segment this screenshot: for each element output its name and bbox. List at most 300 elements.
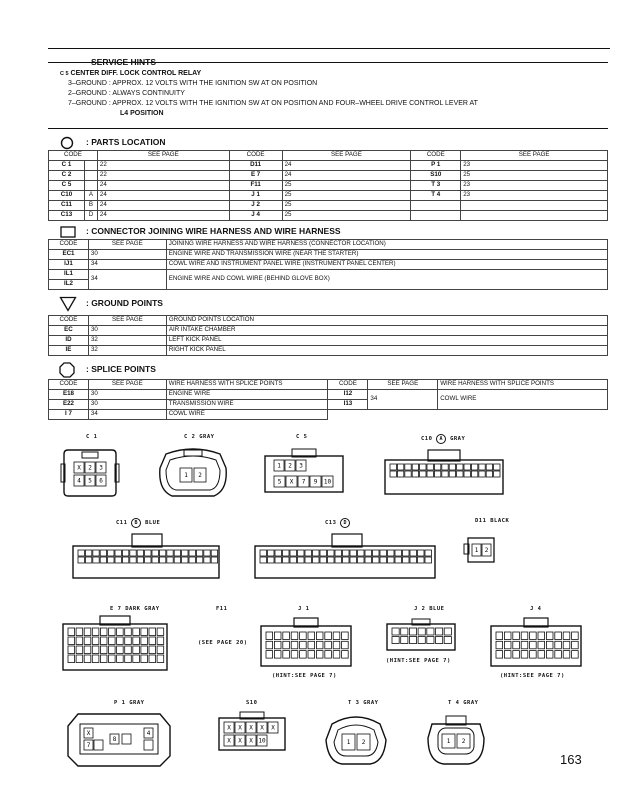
pin-cell bbox=[444, 637, 451, 644]
pin-cell bbox=[84, 646, 91, 654]
pin-cell bbox=[427, 628, 434, 635]
pin-cell bbox=[149, 637, 156, 645]
pin-cell bbox=[316, 651, 323, 659]
j2-caption: J 2 BLUE bbox=[414, 606, 445, 612]
pin-cell bbox=[572, 651, 579, 659]
f11-caption: F11 bbox=[216, 606, 228, 612]
pin-cell bbox=[457, 471, 463, 477]
pin-label: 1 bbox=[346, 739, 351, 747]
pin-cell bbox=[513, 651, 520, 659]
pin-cell bbox=[211, 550, 217, 556]
page-cell: 22 bbox=[97, 161, 229, 171]
hint-line-4: L4 POSITION bbox=[120, 110, 164, 117]
pin-label: 5 bbox=[277, 478, 282, 486]
pin-cell bbox=[100, 557, 106, 563]
letter-cell bbox=[84, 161, 97, 171]
j1-connector bbox=[258, 616, 354, 670]
p1-caption: P 1 GRAY bbox=[114, 700, 145, 706]
pin-cell bbox=[325, 641, 332, 649]
cj-desc: COWL WIRE AND INSTRUMENT PANEL WIRE (INSTRUMENT PANEL CENTER) bbox=[166, 260, 607, 270]
pin-label: 2 bbox=[88, 464, 92, 472]
pin-cell bbox=[513, 632, 520, 640]
j1-caption: J 1 bbox=[298, 606, 310, 612]
pin-cell bbox=[397, 471, 403, 477]
sp-desc: TRANSMISSION WIRE bbox=[166, 400, 328, 410]
c11-badge: B bbox=[131, 518, 141, 528]
pin-cell bbox=[68, 637, 75, 645]
c2-caption: C 2 GRAY bbox=[184, 434, 215, 440]
pin-label: 1 bbox=[277, 462, 281, 470]
pin-cell bbox=[365, 550, 372, 556]
pin-cell bbox=[530, 632, 537, 640]
pin-cell bbox=[260, 550, 267, 556]
pin-label: 2 bbox=[361, 739, 366, 747]
pin-cell bbox=[316, 641, 323, 649]
sp-desc: ENGINE WIRE bbox=[166, 390, 328, 400]
code-cell: D11 bbox=[229, 161, 282, 171]
pin-cell bbox=[68, 655, 75, 663]
pin-cell bbox=[76, 628, 83, 636]
pin-label: X bbox=[227, 737, 231, 745]
pin-cell bbox=[333, 632, 340, 640]
pin-cell bbox=[358, 557, 365, 563]
pin-label: 7 bbox=[86, 742, 91, 750]
pin-cell bbox=[122, 734, 131, 744]
pin-cell bbox=[373, 550, 380, 556]
cj-page: 34 bbox=[88, 270, 166, 290]
pin-cell bbox=[68, 628, 75, 636]
page-cell: 22 bbox=[97, 171, 229, 181]
pin-cell bbox=[412, 464, 418, 470]
pin-cell bbox=[464, 464, 470, 470]
relay-name: CENTER DIFF. LOCK CONTROL RELAY bbox=[70, 70, 202, 77]
page-cell: 23 bbox=[461, 181, 608, 191]
pin-cell bbox=[189, 557, 195, 563]
cj-code: IL1 bbox=[49, 270, 89, 280]
pin-cell bbox=[92, 646, 99, 654]
pin-cell bbox=[274, 651, 281, 659]
j4-caption: J 4 bbox=[530, 606, 542, 612]
d11-caption: D11 BLACK bbox=[475, 518, 510, 524]
j4-connector bbox=[488, 616, 584, 670]
pin-cell bbox=[572, 632, 579, 640]
pin-label: X bbox=[238, 724, 242, 732]
parts-location-title: : PARTS LOCATION bbox=[86, 137, 166, 147]
pin-label: 7 bbox=[301, 478, 306, 486]
pin-cell bbox=[401, 628, 408, 635]
s10-connector bbox=[216, 710, 288, 754]
pin-cell bbox=[298, 557, 305, 563]
pin-cell bbox=[308, 641, 315, 649]
t3-caption: T 3 GRAY bbox=[348, 700, 379, 706]
pin-cell bbox=[157, 637, 164, 645]
pin-cell bbox=[94, 740, 103, 750]
table-row bbox=[49, 326, 608, 336]
page-cell: 25 bbox=[282, 191, 411, 201]
pin-cell bbox=[546, 641, 553, 649]
pin-cell bbox=[204, 550, 210, 556]
pin-label: 6 bbox=[99, 477, 103, 485]
pin-cell bbox=[117, 628, 124, 636]
hint-line-2: 2–GROUND : ALWAYS CONTINUITY bbox=[68, 90, 185, 97]
c1-connector bbox=[60, 446, 120, 500]
pin-cell bbox=[373, 557, 380, 563]
c10-caption bbox=[421, 434, 465, 444]
pin-label: 2 bbox=[198, 472, 202, 480]
pin-cell bbox=[109, 637, 116, 645]
pin-cell bbox=[283, 632, 290, 640]
pin-cell bbox=[159, 557, 165, 563]
sp-page: 34 bbox=[88, 410, 166, 420]
pin-cell bbox=[390, 471, 396, 477]
pin-cell bbox=[546, 632, 553, 640]
c5-caption: C 5 bbox=[296, 434, 308, 440]
pin-cell bbox=[316, 632, 323, 640]
letter-cell bbox=[84, 171, 97, 181]
pin-cell bbox=[157, 655, 164, 663]
pin-cell bbox=[211, 557, 217, 563]
pin-cell bbox=[308, 651, 315, 659]
pin-cell bbox=[418, 637, 425, 644]
sp-page: 30 bbox=[88, 390, 166, 400]
pin-cell bbox=[141, 637, 148, 645]
pin-cell bbox=[358, 550, 365, 556]
table-row bbox=[49, 336, 608, 346]
cj-code: IL2 bbox=[49, 280, 89, 290]
f11-note: (SEE PAGE 20) bbox=[198, 640, 248, 646]
letter-cell: D bbox=[84, 211, 97, 221]
pin-cell bbox=[93, 557, 99, 563]
pin-cell bbox=[274, 632, 281, 640]
pin-cell bbox=[283, 550, 290, 556]
code-cell: S10 bbox=[411, 171, 461, 181]
table-row bbox=[49, 211, 608, 221]
pin-cell bbox=[100, 637, 107, 645]
pin-cell bbox=[434, 471, 440, 477]
sp-header-page-2: SEE PAGE bbox=[368, 380, 438, 390]
pin-cell bbox=[109, 655, 116, 663]
page-cell bbox=[461, 211, 608, 221]
pin-cell bbox=[350, 550, 357, 556]
pin-cell bbox=[78, 550, 84, 556]
pin-cell bbox=[530, 641, 537, 649]
gp-header-code: CODE bbox=[49, 316, 89, 326]
connector-joining-table bbox=[48, 239, 608, 290]
pin-cell bbox=[100, 646, 107, 654]
ground-points-rows bbox=[49, 326, 608, 356]
pin-cell bbox=[117, 646, 124, 654]
page-cell: 23 bbox=[461, 191, 608, 201]
pin-cell bbox=[486, 471, 492, 477]
pin-cell bbox=[100, 628, 107, 636]
ground-points-title: : GROUND POINTS bbox=[86, 298, 163, 308]
table-row bbox=[49, 250, 608, 260]
pin-label: X bbox=[86, 730, 91, 738]
c10-connector bbox=[382, 446, 506, 498]
code-cell: C 5 bbox=[49, 181, 85, 191]
c11-color: BLUE bbox=[145, 520, 161, 526]
pin-cell bbox=[555, 632, 562, 640]
pin-cell bbox=[388, 557, 395, 563]
pin-cell bbox=[305, 557, 312, 563]
t4-caption: T 4 GRAY bbox=[448, 700, 479, 706]
pin-cell bbox=[275, 557, 282, 563]
pin-label: 1 bbox=[184, 472, 188, 480]
pin-cell bbox=[504, 632, 511, 640]
pin-cell bbox=[420, 464, 426, 470]
pin-label: X bbox=[271, 724, 275, 732]
rectangle-icon bbox=[60, 226, 76, 238]
pin-cell bbox=[125, 655, 132, 663]
pin-cell bbox=[141, 655, 148, 663]
letter-cell: B bbox=[84, 201, 97, 211]
table-row bbox=[49, 181, 608, 191]
pin-cell bbox=[412, 471, 418, 477]
pin-cell bbox=[403, 557, 410, 563]
pin-cell bbox=[149, 655, 156, 663]
pin-cell bbox=[92, 637, 99, 645]
pin-cell bbox=[133, 646, 140, 654]
pin-cell bbox=[380, 557, 387, 563]
pin-cell bbox=[145, 550, 151, 556]
c13-badge: D bbox=[340, 518, 350, 528]
pin-cell bbox=[328, 550, 335, 556]
pin-cell bbox=[174, 550, 180, 556]
c13-caption bbox=[325, 518, 350, 528]
pin-cell bbox=[108, 557, 114, 563]
table-row bbox=[49, 171, 608, 181]
pin-cell bbox=[152, 550, 158, 556]
cj-header-code: CODE bbox=[49, 240, 89, 250]
pin-cell bbox=[291, 641, 298, 649]
sp-code: I 7 bbox=[49, 410, 89, 420]
c13-code: C13 bbox=[325, 520, 337, 526]
sp-code: E18 bbox=[49, 390, 89, 400]
pin-label: 1 bbox=[474, 547, 479, 555]
pin-label: X bbox=[77, 464, 81, 472]
pin-cell bbox=[196, 550, 202, 556]
pin-cell bbox=[144, 740, 153, 750]
page-cell: 30 bbox=[88, 326, 166, 336]
pin-cell bbox=[333, 651, 340, 659]
pin-cell bbox=[401, 637, 408, 644]
pin-cell bbox=[290, 550, 297, 556]
pin-cell bbox=[290, 557, 297, 563]
pin-cell bbox=[395, 557, 402, 563]
c11-code: C11 bbox=[116, 520, 128, 526]
pin-cell bbox=[115, 557, 121, 563]
desc-cell: LEFT KICK PANEL bbox=[166, 336, 607, 346]
e7-caption: E 7 DARK GRAY bbox=[110, 606, 160, 612]
pin-cell bbox=[100, 550, 106, 556]
col-header-code-1: CODE bbox=[49, 151, 98, 161]
sp-code: E22 bbox=[49, 400, 89, 410]
pin-cell bbox=[494, 471, 500, 477]
pin-cell bbox=[182, 550, 188, 556]
hexagon-icon bbox=[59, 362, 75, 378]
col-header-page-2: SEE PAGE bbox=[282, 151, 411, 161]
pin-cell bbox=[108, 550, 114, 556]
c10-code: C10 bbox=[421, 436, 433, 442]
pin-cell bbox=[298, 550, 305, 556]
pin-cell bbox=[365, 557, 372, 563]
sp-header-desc-2: WIRE HARNESS WITH SPLICE POINTS bbox=[438, 380, 608, 390]
pin-label: 8 bbox=[112, 736, 117, 744]
pin-cell bbox=[504, 651, 511, 659]
pin-cell bbox=[189, 550, 195, 556]
pin-cell bbox=[122, 550, 128, 556]
pin-cell bbox=[141, 646, 148, 654]
code-cell: ID bbox=[49, 336, 89, 346]
pin-label: X bbox=[238, 737, 242, 745]
pin-cell bbox=[174, 557, 180, 563]
pin-cell bbox=[388, 550, 395, 556]
j1-note: (HINT:SEE PAGE 7) bbox=[272, 673, 337, 679]
pin-cell bbox=[157, 646, 164, 654]
pin-cell bbox=[76, 655, 83, 663]
pin-cell bbox=[420, 471, 426, 477]
pin-cell bbox=[283, 641, 290, 649]
page-cell: 32 bbox=[88, 346, 166, 356]
pin-cell bbox=[418, 628, 425, 635]
pin-cell bbox=[410, 557, 417, 563]
c2-connector bbox=[156, 446, 230, 500]
pin-cell bbox=[313, 557, 320, 563]
pin-cell bbox=[486, 464, 492, 470]
table-row bbox=[49, 201, 608, 211]
pin-cell bbox=[320, 557, 327, 563]
pin-label: X bbox=[249, 737, 253, 745]
pin-cell bbox=[538, 632, 545, 640]
pin-cell bbox=[434, 464, 440, 470]
code-cell: T 3 bbox=[411, 181, 461, 191]
pin-cell bbox=[471, 471, 477, 477]
sp-desc: COWL WIRE bbox=[166, 410, 328, 420]
pin-cell bbox=[84, 655, 91, 663]
sp-desc-right: COWL WIRE bbox=[438, 390, 608, 410]
pin-cell bbox=[68, 646, 75, 654]
sp-code-right: I12 bbox=[328, 390, 368, 400]
code-cell bbox=[411, 201, 461, 211]
page-cell: 25 bbox=[282, 181, 411, 191]
pin-label: 2 bbox=[461, 738, 466, 746]
pin-cell bbox=[563, 651, 570, 659]
pin-cell bbox=[100, 655, 107, 663]
page-cell: 25 bbox=[461, 171, 608, 181]
pin-cell bbox=[496, 651, 503, 659]
pin-cell bbox=[145, 557, 151, 563]
ground-points-table bbox=[48, 315, 608, 356]
c5-connector bbox=[262, 446, 346, 496]
table-row bbox=[49, 390, 608, 400]
t4-connector bbox=[424, 710, 488, 768]
pin-cell bbox=[266, 641, 273, 649]
pin-cell bbox=[342, 632, 349, 640]
cj-page: 30 bbox=[88, 250, 166, 260]
pin-cell bbox=[409, 637, 416, 644]
page-cell: 24 bbox=[97, 211, 229, 221]
service-hints-title: SERVICE HINTS bbox=[88, 57, 159, 67]
triangle-icon bbox=[59, 296, 77, 312]
pin-cell bbox=[125, 628, 132, 636]
pin-cell bbox=[93, 550, 99, 556]
pin-cell bbox=[496, 641, 503, 649]
pin-cell bbox=[196, 557, 202, 563]
service-hints-bottom-rule bbox=[48, 128, 608, 129]
pin-cell bbox=[335, 557, 342, 563]
c13-connector bbox=[252, 528, 438, 582]
table-row bbox=[49, 161, 608, 171]
pin-cell bbox=[149, 628, 156, 636]
desc-cell: AIR INTAKE CHAMBER bbox=[166, 326, 607, 336]
s10-caption: S10 bbox=[246, 700, 258, 706]
page-cell: 24 bbox=[282, 171, 411, 181]
pin-cell bbox=[130, 550, 136, 556]
page-cell: 24 bbox=[282, 161, 411, 171]
code-cell: P 1 bbox=[411, 161, 461, 171]
sp-page: 30 bbox=[88, 400, 166, 410]
pin-cell bbox=[464, 471, 470, 477]
pin-cell bbox=[152, 557, 158, 563]
page-cell: 24 bbox=[97, 191, 229, 201]
pin-cell bbox=[572, 641, 579, 649]
pin-cell bbox=[479, 471, 485, 477]
pin-cell bbox=[555, 641, 562, 649]
pin-cell bbox=[342, 651, 349, 659]
pin-cell bbox=[350, 557, 357, 563]
pin-label: 10 bbox=[258, 737, 266, 745]
pin-cell bbox=[397, 464, 403, 470]
j2-connector bbox=[384, 618, 458, 654]
pin-cell bbox=[92, 655, 99, 663]
pin-cell bbox=[308, 632, 315, 640]
pin-cell bbox=[538, 641, 545, 649]
relay-code: C 5 bbox=[60, 71, 69, 77]
page-cell: 25 bbox=[282, 211, 411, 221]
sp-page-right: 34 bbox=[368, 390, 438, 410]
pin-cell bbox=[442, 464, 448, 470]
pin-cell bbox=[115, 550, 121, 556]
relay-heading bbox=[60, 70, 201, 77]
pin-cell bbox=[78, 557, 84, 563]
code-cell: F11 bbox=[229, 181, 282, 191]
code-cell: J 4 bbox=[229, 211, 282, 221]
code-cell: C 2 bbox=[49, 171, 85, 181]
pin-cell bbox=[268, 557, 275, 563]
pin-label: 2 bbox=[288, 462, 292, 470]
col-header-code-2: CODE bbox=[229, 151, 282, 161]
pin-cell bbox=[418, 557, 425, 563]
hint-line-3: 7–GROUND : APPROX. 12 VOLTS WITH THE IGNITION SW AT ON POSITION AND FOUR–WHEEL DRIVE CONTROL LEVER AT bbox=[68, 100, 478, 107]
parts-location-table bbox=[48, 150, 608, 221]
pin-cell bbox=[538, 651, 545, 659]
pin-cell bbox=[122, 557, 128, 563]
page-cell: 23 bbox=[461, 161, 608, 171]
pin-cell bbox=[313, 550, 320, 556]
pin-cell bbox=[84, 637, 91, 645]
c11-connector bbox=[70, 528, 222, 582]
pin-cell bbox=[141, 628, 148, 636]
top-rule bbox=[48, 48, 610, 49]
pin-cell bbox=[342, 641, 349, 649]
pin-cell bbox=[130, 557, 136, 563]
table-row bbox=[49, 191, 608, 201]
pin-cell bbox=[442, 471, 448, 477]
hint-line-1: 3–GROUND : APPROX. 12 VOLTS WITH THE IGNITION SW AT ON POSITION bbox=[68, 80, 318, 87]
pin-cell bbox=[427, 464, 433, 470]
code-cell: C13 bbox=[49, 211, 85, 221]
pin-label: 3 bbox=[99, 464, 103, 472]
